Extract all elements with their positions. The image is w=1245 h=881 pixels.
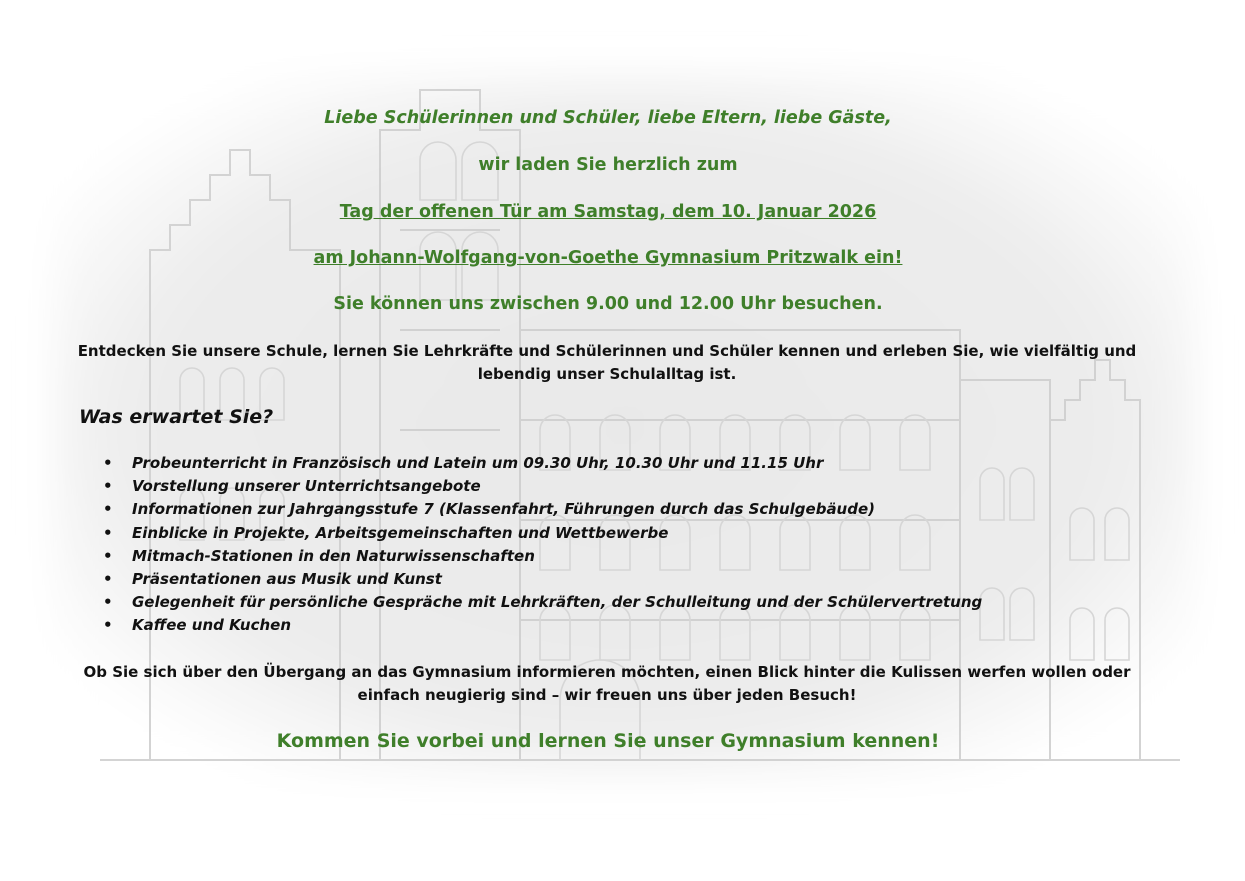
bullet-icon: • xyxy=(103,454,113,472)
list-item xyxy=(103,568,982,591)
list-item-text: Gelegenheit für persönliche Gespräche mit Lehrkräften, der Schulleitung und der Schülervertretung xyxy=(132,593,983,612)
intro-line-2: lebendig unser Schulalltag ist. xyxy=(477,365,737,383)
list-item-text: Vorstellung unserer Unterrichtsangebote xyxy=(132,477,481,496)
event-date-line: Tag der offenen Tür am Samstag, dem 10. Januar 2026 xyxy=(339,202,877,222)
list-item xyxy=(103,475,982,498)
list-item-text: Kaffee und Kuchen xyxy=(132,616,292,635)
school-name-line: am Johann-Wolfgang-von-Goethe Gymnasium Pritzwalk ein! xyxy=(313,248,903,268)
list-item xyxy=(103,522,982,545)
bullet-icon: • xyxy=(103,546,113,565)
bullet-icon: • xyxy=(103,593,113,612)
invite-line: wir laden Sie herzlich zum xyxy=(478,155,738,175)
bullet-icon: • xyxy=(103,570,113,589)
intro-paragraph xyxy=(72,340,1142,386)
outro-line-2: einfach neugierig sind – wir freuen uns über jeden Besuch! xyxy=(357,686,857,704)
list-item xyxy=(103,614,982,637)
section-heading: Was erwartet Sie? xyxy=(79,406,274,428)
bullet-icon: • xyxy=(103,616,113,635)
list-item xyxy=(103,452,982,475)
bullet-icon: • xyxy=(103,477,113,496)
intro-line-1: Entdecken Sie unsere Schule, lernen Sie Lehrkräfte und Schülerinnen und Schüler kennen und erleben Sie, wie vielfältig und xyxy=(77,342,1137,360)
list-item-text: Informationen zur Jahrgangsstufe 7 (Klassenfahrt, Führungen durch das Schulgebäude) xyxy=(132,500,876,519)
list-item-text: Mitmach-Stationen in den Naturwissenschaften xyxy=(132,546,535,565)
offers-list xyxy=(103,452,982,638)
list-item-text: Präsentationen aus Musik und Kunst xyxy=(132,570,442,589)
list-item xyxy=(103,591,982,614)
closing-line: Kommen Sie vorbei und lernen Sie unser Gymnasium kennen! xyxy=(276,730,940,752)
bullet-icon: • xyxy=(103,523,113,542)
bullet-icon: • xyxy=(103,500,113,519)
visiting-hours-line: Sie können uns zwischen 9.00 und 12.00 Uhr besuchen. xyxy=(333,294,883,314)
outro-line-1: Ob Sie sich über den Übergang an das Gymnasium informieren möchten, einen Blick hinter die Kulissen werfen wollen oder xyxy=(83,663,1131,681)
list-item-text: Probeunterricht in Französisch und Latein um 09.30 Uhr, 10.30 Uhr und 11.15 Uhr xyxy=(132,454,824,472)
list-item-text: Einblicke in Projekte, Arbeitsgemeinschaften und Wettbewerbe xyxy=(132,523,669,542)
list-item xyxy=(103,498,982,521)
list-item xyxy=(103,545,982,568)
greeting-line: Liebe Schülerinnen und Schüler, liebe Eltern, liebe Gäste, xyxy=(324,108,892,128)
outro-paragraph xyxy=(72,661,1142,707)
